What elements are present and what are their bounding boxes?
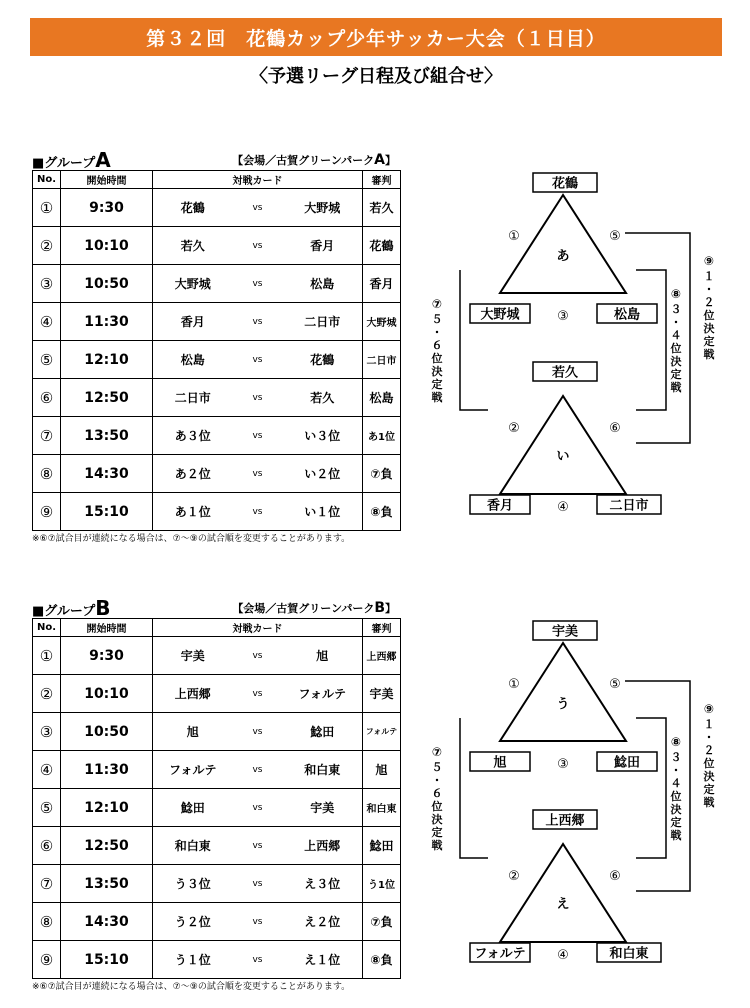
bracket-match-6: ⑥: [609, 869, 621, 884]
referee: 大野城: [363, 303, 401, 341]
group-title-prefix: ■グループ: [32, 604, 96, 619]
venue-prefix: 【会場／古賀グリーンパーク: [232, 154, 375, 167]
start-time: 10:50: [61, 265, 153, 303]
referee: フォルテ: [363, 713, 401, 751]
team-a: あ２位: [153, 455, 233, 493]
table-row: [33, 827, 401, 865]
title-banner: 第３２回 花鶴カップ少年サッカー大会（１日目）: [30, 18, 722, 56]
start-time: 15:10: [61, 941, 153, 979]
referee: う1位: [363, 865, 401, 903]
bracket-match-5: ⑤: [609, 677, 621, 692]
bracket-diagram: [410, 616, 740, 976]
bracket-outer-label-num: ⑨: [703, 702, 715, 716]
team-a: 旭: [153, 713, 233, 751]
vs-label: vs: [233, 493, 283, 531]
match-number: ⑧: [33, 903, 61, 941]
table-row: [33, 675, 401, 713]
vs-label: vs: [233, 903, 283, 941]
match-number: ④: [33, 303, 61, 341]
start-time: 14:30: [61, 903, 153, 941]
team-a: う２位: [153, 903, 233, 941]
referee: 二日市: [363, 341, 401, 379]
start-time: 13:50: [61, 865, 153, 903]
bracket-match-5: ⑤: [609, 229, 621, 244]
match-number: ⑨: [33, 941, 61, 979]
group-header: [32, 148, 402, 170]
table-row: [33, 713, 401, 751]
bracket-match-3: ③: [557, 309, 569, 324]
team-b: い３位: [283, 417, 363, 455]
col-match: 対戦カード: [153, 171, 363, 189]
match-number: ⑨: [33, 493, 61, 531]
referee: あ1位: [363, 417, 401, 455]
team-a: 若久: [153, 227, 233, 265]
team-b: 若久: [283, 379, 363, 417]
team-a: 花鶴: [153, 189, 233, 227]
bracket-middle-team: 上西郷: [545, 813, 585, 829]
triangle-top: [500, 195, 626, 293]
start-time: 11:30: [61, 303, 153, 341]
start-time: 9:30: [61, 189, 153, 227]
bracket-bottom-left-team: 香月: [486, 498, 514, 514]
team-b: 和白東: [283, 751, 363, 789]
col-match: 対戦カード: [153, 619, 363, 637]
bracket-match-1: ①: [508, 677, 520, 692]
vs-label: vs: [233, 941, 283, 979]
bracket-match-6: ⑥: [609, 421, 621, 436]
bracket-top-team: 花鶴: [551, 176, 579, 192]
team-b: 花鶴: [283, 341, 363, 379]
match-number: ⑤: [33, 789, 61, 827]
start-time: 10:50: [61, 713, 153, 751]
team-b: え１位: [283, 941, 363, 979]
bracket-top-mark: あ: [556, 249, 570, 264]
venue-letter: A: [374, 152, 385, 168]
match-number: ⑥: [33, 379, 61, 417]
match-number: ⑧: [33, 455, 61, 493]
match-number: ②: [33, 227, 61, 265]
team-b: 鯰田: [283, 713, 363, 751]
team-a: 宇美: [153, 637, 233, 675]
vs-label: vs: [233, 827, 283, 865]
start-time: 15:10: [61, 493, 153, 531]
team-a: あ１位: [153, 493, 233, 531]
page-subtitle: 〈予選リーグ日程及び組合せ〉: [250, 66, 502, 87]
table-row: [33, 789, 401, 827]
col-referee: 審判: [363, 619, 401, 637]
triangle-bottom: [500, 844, 626, 942]
team-b: 宇美: [283, 789, 363, 827]
bracket-left-team: 旭: [493, 755, 507, 771]
start-time: 9:30: [61, 637, 153, 675]
team-a: 松島: [153, 341, 233, 379]
referee: 宇美: [363, 675, 401, 713]
team-b: フォルテ: [283, 675, 363, 713]
table-row: [33, 637, 401, 675]
group-title: [32, 148, 111, 172]
vs-label: vs: [233, 865, 283, 903]
bracket-bottom-mark: い: [556, 449, 570, 464]
table-row: [33, 865, 401, 903]
vs-label: vs: [233, 379, 283, 417]
bracket-left-label-num: ⑦: [431, 745, 443, 759]
team-b: 香月: [283, 227, 363, 265]
referee: 若久: [363, 189, 401, 227]
team-b: い２位: [283, 455, 363, 493]
vs-label: vs: [233, 265, 283, 303]
team-a: フォルテ: [153, 751, 233, 789]
start-time: 14:30: [61, 455, 153, 493]
venue-label: [232, 600, 396, 616]
table-row: [33, 189, 401, 227]
vs-label: vs: [233, 303, 283, 341]
bracket-match-2: ②: [508, 421, 520, 436]
start-time: 13:50: [61, 417, 153, 455]
table-row: [33, 265, 401, 303]
bracket-inner-label-text: ３・４位決定戦: [670, 751, 682, 842]
team-a: あ３位: [153, 417, 233, 455]
table-row: [33, 903, 401, 941]
bracket-outer-label-num: ⑨: [703, 254, 715, 268]
venue-label: [232, 152, 396, 168]
bracket-top-mark: う: [556, 697, 570, 712]
bracket-line-5-6: [460, 718, 488, 858]
table-row: [33, 303, 401, 341]
vs-label: vs: [233, 713, 283, 751]
bracket-line-5-6: [460, 270, 488, 410]
bracket-bottom-right-team: 和白東: [609, 946, 649, 962]
bracket-diagram: [410, 168, 740, 528]
referee: 和白東: [363, 789, 401, 827]
bracket-inner-label-num: ⑧: [670, 287, 682, 301]
table-row: [33, 493, 401, 531]
match-number: ⑦: [33, 865, 61, 903]
team-b: え３位: [283, 865, 363, 903]
team-a: 鯰田: [153, 789, 233, 827]
col-referee: 審判: [363, 171, 401, 189]
venue-suffix: 】: [385, 154, 396, 167]
bracket-inner-label-text: ３・４位決定戦: [670, 303, 682, 394]
team-a: 上西郷: [153, 675, 233, 713]
group-title-letter: B: [95, 596, 111, 620]
start-time: 10:10: [61, 675, 153, 713]
team-a: 和白東: [153, 827, 233, 865]
venue-prefix: 【会場／古賀グリーンパーク: [232, 602, 375, 615]
bracket-outer-label-text: １・２位決定戦: [703, 270, 715, 361]
start-time: 10:10: [61, 227, 153, 265]
vs-label: vs: [233, 675, 283, 713]
triangle-top: [500, 643, 626, 741]
schedule-table: [32, 170, 401, 531]
match-number: ①: [33, 637, 61, 675]
table-row: [33, 227, 401, 265]
start-time: 12:10: [61, 341, 153, 379]
team-b: 松島: [283, 265, 363, 303]
vs-label: vs: [233, 227, 283, 265]
match-number: ③: [33, 265, 61, 303]
table-row: [33, 941, 401, 979]
start-time: 12:50: [61, 379, 153, 417]
group-title-prefix: ■グループ: [32, 156, 96, 171]
venue-suffix: 】: [385, 602, 396, 615]
table-row: [33, 455, 401, 493]
team-b: い１位: [283, 493, 363, 531]
schedule-table: [32, 618, 401, 979]
bracket-right-team: 松島: [613, 307, 641, 323]
team-a: う３位: [153, 865, 233, 903]
col-no: No.: [33, 171, 61, 189]
match-number: ①: [33, 189, 61, 227]
referee: ⑧負: [363, 941, 401, 979]
vs-label: vs: [233, 341, 283, 379]
referee: 鯰田: [363, 827, 401, 865]
referee: ⑦負: [363, 903, 401, 941]
col-time: 開始時間: [61, 171, 153, 189]
table-row: [33, 751, 401, 789]
match-number: ⑤: [33, 341, 61, 379]
match-number: ⑥: [33, 827, 61, 865]
bracket-outer-label-text: １・２位決定戦: [703, 718, 715, 809]
bracket-line-3-4: [636, 718, 666, 858]
bracket-left-label-text: ５・６位決定戦: [431, 313, 443, 404]
table-row: [33, 379, 401, 417]
bracket-right-team: 鯰田: [613, 755, 641, 771]
bracket-match-1: ①: [508, 229, 520, 244]
team-a: 大野城: [153, 265, 233, 303]
table-row: [33, 417, 401, 455]
venue-letter: B: [374, 600, 385, 616]
schedule-note: ※⑥⑦試合目が連続になる場合は、⑦～⑨の試合順を変更することがあります。: [32, 982, 351, 992]
bracket-match-4: ④: [557, 500, 569, 515]
vs-label: vs: [233, 751, 283, 789]
bracket-left-label-num: ⑦: [431, 297, 443, 311]
match-number: ②: [33, 675, 61, 713]
referee: ⑧負: [363, 493, 401, 531]
table-header-row: [33, 171, 401, 189]
team-b: 大野城: [283, 189, 363, 227]
group-header: [32, 596, 402, 618]
col-no: No.: [33, 619, 61, 637]
vs-label: vs: [233, 637, 283, 675]
bracket-left-team: 大野城: [480, 307, 520, 323]
bracket-inner-label-num: ⑧: [670, 735, 682, 749]
team-b: 旭: [283, 637, 363, 675]
referee: 上西郷: [363, 637, 401, 675]
bracket-left-label-text: ５・６位決定戦: [431, 761, 443, 852]
bracket-bottom-mark: え: [556, 897, 570, 912]
referee: 松島: [363, 379, 401, 417]
bracket-middle-team: 若久: [551, 365, 579, 381]
vs-label: vs: [233, 455, 283, 493]
team-a: 二日市: [153, 379, 233, 417]
referee: 旭: [363, 751, 401, 789]
vs-label: vs: [233, 189, 283, 227]
col-time: 開始時間: [61, 619, 153, 637]
bracket-match-2: ②: [508, 869, 520, 884]
group-title: [32, 596, 111, 620]
start-time: 12:10: [61, 789, 153, 827]
bracket-line-3-4: [636, 270, 666, 410]
bracket-match-4: ④: [557, 948, 569, 963]
team-b: 二日市: [283, 303, 363, 341]
match-number: ④: [33, 751, 61, 789]
referee: 香月: [363, 265, 401, 303]
team-b: え２位: [283, 903, 363, 941]
schedule-note: ※⑥⑦試合目が連続になる場合は、⑦～⑨の試合順を変更することがあります。: [32, 534, 351, 544]
match-number: ⑦: [33, 417, 61, 455]
table-row: [33, 341, 401, 379]
bracket-top-team: 宇美: [551, 624, 579, 640]
start-time: 11:30: [61, 751, 153, 789]
referee: ⑦負: [363, 455, 401, 493]
table-header-row: [33, 619, 401, 637]
triangle-bottom: [500, 396, 626, 494]
team-a: 香月: [153, 303, 233, 341]
group-title-letter: A: [95, 148, 111, 172]
bracket-bottom-right-team: 二日市: [609, 498, 649, 514]
match-number: ③: [33, 713, 61, 751]
bracket-bottom-left-team: フォルテ: [474, 946, 526, 962]
bracket-match-3: ③: [557, 757, 569, 772]
vs-label: vs: [233, 789, 283, 827]
vs-label: vs: [233, 417, 283, 455]
team-b: 上西郷: [283, 827, 363, 865]
start-time: 12:50: [61, 827, 153, 865]
team-a: う１位: [153, 941, 233, 979]
referee: 花鶴: [363, 227, 401, 265]
